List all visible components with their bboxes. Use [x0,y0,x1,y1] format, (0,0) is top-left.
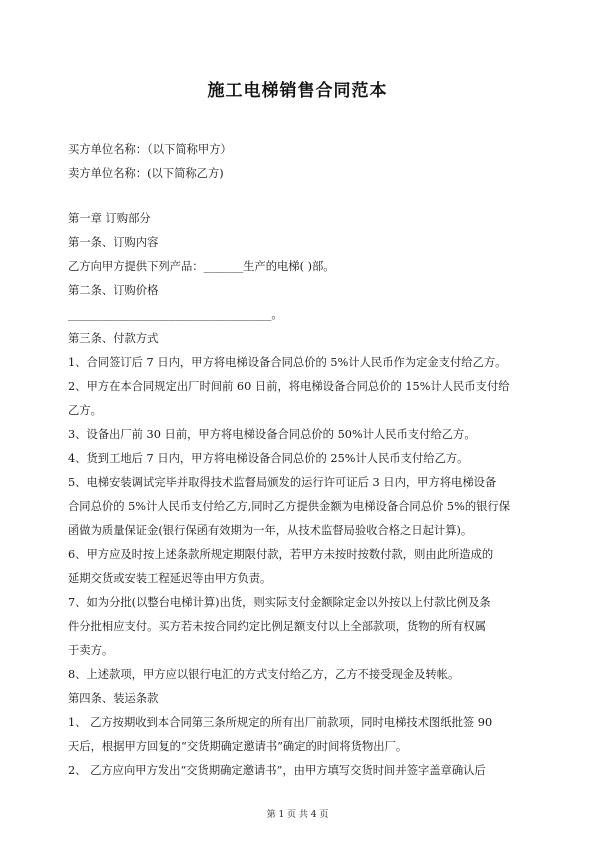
article-1-title: 第一条、订购内容 [68,236,159,249]
article-4-item-1-line-2: 天后，根据甲方回复的“交货期确定邀请书”确定的时间将货物出厂。 [68,740,408,753]
document-title: 施工电梯销售合同范本 [207,81,388,101]
article-3-item-3: 3、设备出厂前 30 日前，甲方将电梯设备合同总价的 50%计人民币支付给乙方。 [68,428,476,441]
article-2-body: ____________________________________。 [68,308,283,321]
article-4-title: 第四条、装运条款 [68,692,159,705]
article-3-item-2-line-2: 乙方。 [68,404,102,417]
buyer-line: 买方单位名称：（以下简称甲方） [68,143,232,156]
article-4-item-2-line-1: 2、 乙方应向甲方发出“交货期确定邀请书”，由甲方填写交货时间并签字盖章确认后 [68,764,486,777]
article-3-item-8: 8、上述款项，甲方应以银行电汇的方式支付给乙方，乙方不接受现金及转帐。 [68,668,460,681]
article-4-item-1-line-1: 1、 乙方按期收到本合同第三条所规定的所有出厂前款项，同时电梯技术图纸批签 90 [68,716,493,729]
seller-line: 卖方单位名称：(以下简称乙方) [68,167,224,180]
chapter-heading: 第一章 订购部分 [68,212,151,225]
article-3-item-4: 4、货到工地后 7 日内，甲方将电梯设备合同总价的 25%计人民币支付给乙方。 [68,452,469,465]
article-3-item-7-line-2: 件分批相应支付。买方若未按合同约定比例足额支付以上全部款项，货物的所有权属 [68,620,486,633]
article-3-item-6-line-1: 6、甲方应及时按上述条款所规定期限付款，若甲方未按时按数付款，则由此所造成的 [68,548,494,561]
article-3-title: 第三条、付款方式 [68,332,159,345]
article-1-body: 乙方向甲方提供下列产品：_______生产的电梯( )部。 [68,260,335,273]
article-3-item-7-line-1: 7、如为分批(以整台电梯计算)出货，则实际支付金额除定金以外按以上付款比例及条 [68,596,491,609]
article-3-item-1: 1、合同签订后 7 日内，甲方将电梯设备合同总价的 5%计人民币作为定金支付给乙方。 [68,356,507,369]
article-3-item-5-line-3: 函做为质量保证金(银行保函有效期为一年，从技术监督局验收合格之日起计算)。 [68,524,473,537]
article-3-item-7-line-3: 于卖方。 [68,644,114,657]
article-3-item-2-line-1: 2、甲方在本合同规定出厂时间前 60 日前，将电梯设备合同总价的 15%计人民币支付给 [68,380,510,393]
page-number: 第 1 页 共 4 页 [266,810,329,820]
article-2-title: 第二条、订购价格 [68,284,159,297]
article-3-item-6-line-2: 延期交货或安装工程延迟等由甲方负责。 [68,572,272,585]
article-3-item-5-line-2: 合同总价的 5%计人民币支付给乙方,同时乙方提供金额为电梯设备合同总价 5%的银行保 [68,500,511,513]
article-3-item-5-line-1: 5、电梯安装调试完毕并取得技术监督局颁发的运行许可证后 3 日内，甲方将电梯设备 [68,476,497,489]
